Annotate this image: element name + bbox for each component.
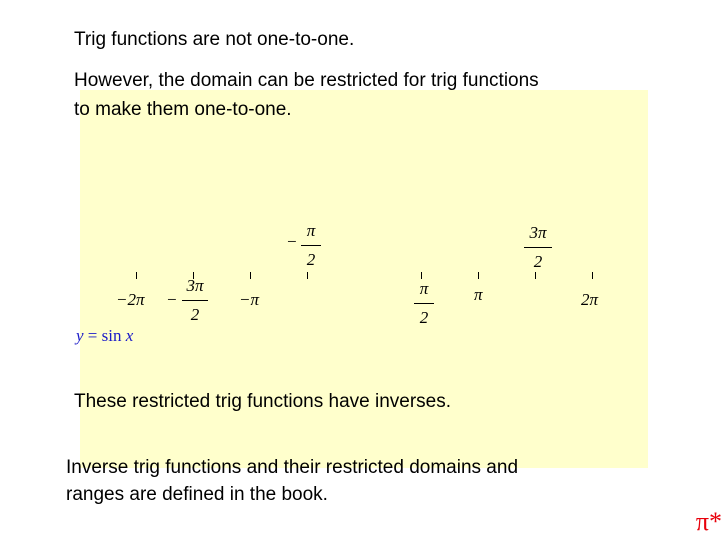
label-half-pi: π 2 xyxy=(414,279,434,328)
tick-neg-half-pi xyxy=(307,272,308,279)
tick-three-pi-half xyxy=(535,272,536,279)
statement-not-one-to-one: Trig functions are not one-to-one. xyxy=(74,29,355,50)
tick-pi xyxy=(478,272,479,279)
statement-restrict-domain-line1: However, the domain can be restricted for trig functions xyxy=(74,70,539,91)
label-neg-two-pi: −2π xyxy=(116,290,145,309)
label-neg-three-pi-half-sign: − xyxy=(167,290,177,309)
function-equation: y = sin x xyxy=(76,326,134,345)
statement-have-inverses: These restricted trig functions have inverses. xyxy=(74,391,452,412)
statement-book-line2: ranges are defined in the book. xyxy=(66,484,328,505)
label-two-pi: 2π xyxy=(581,290,599,309)
statement-book-line1: Inverse trig functions and their restricted domains and xyxy=(66,457,519,478)
label-neg-half-pi: π 2 xyxy=(301,221,321,270)
statement-restrict-domain-line2: to make them one-to-one. xyxy=(74,99,292,120)
label-pi: π xyxy=(474,285,483,304)
label-neg-pi: −π xyxy=(239,290,259,309)
label-neg-three-pi-half: 3π 2 xyxy=(182,276,208,325)
tick-neg-two-pi xyxy=(136,272,137,279)
tick-half-pi xyxy=(421,272,422,279)
label-three-pi-half: 3π 2 xyxy=(524,223,552,272)
tick-two-pi xyxy=(592,272,593,279)
label-neg-half-pi-sign: − xyxy=(287,232,297,251)
pi-star-mark: π* xyxy=(695,507,722,536)
tick-neg-pi xyxy=(250,272,251,279)
